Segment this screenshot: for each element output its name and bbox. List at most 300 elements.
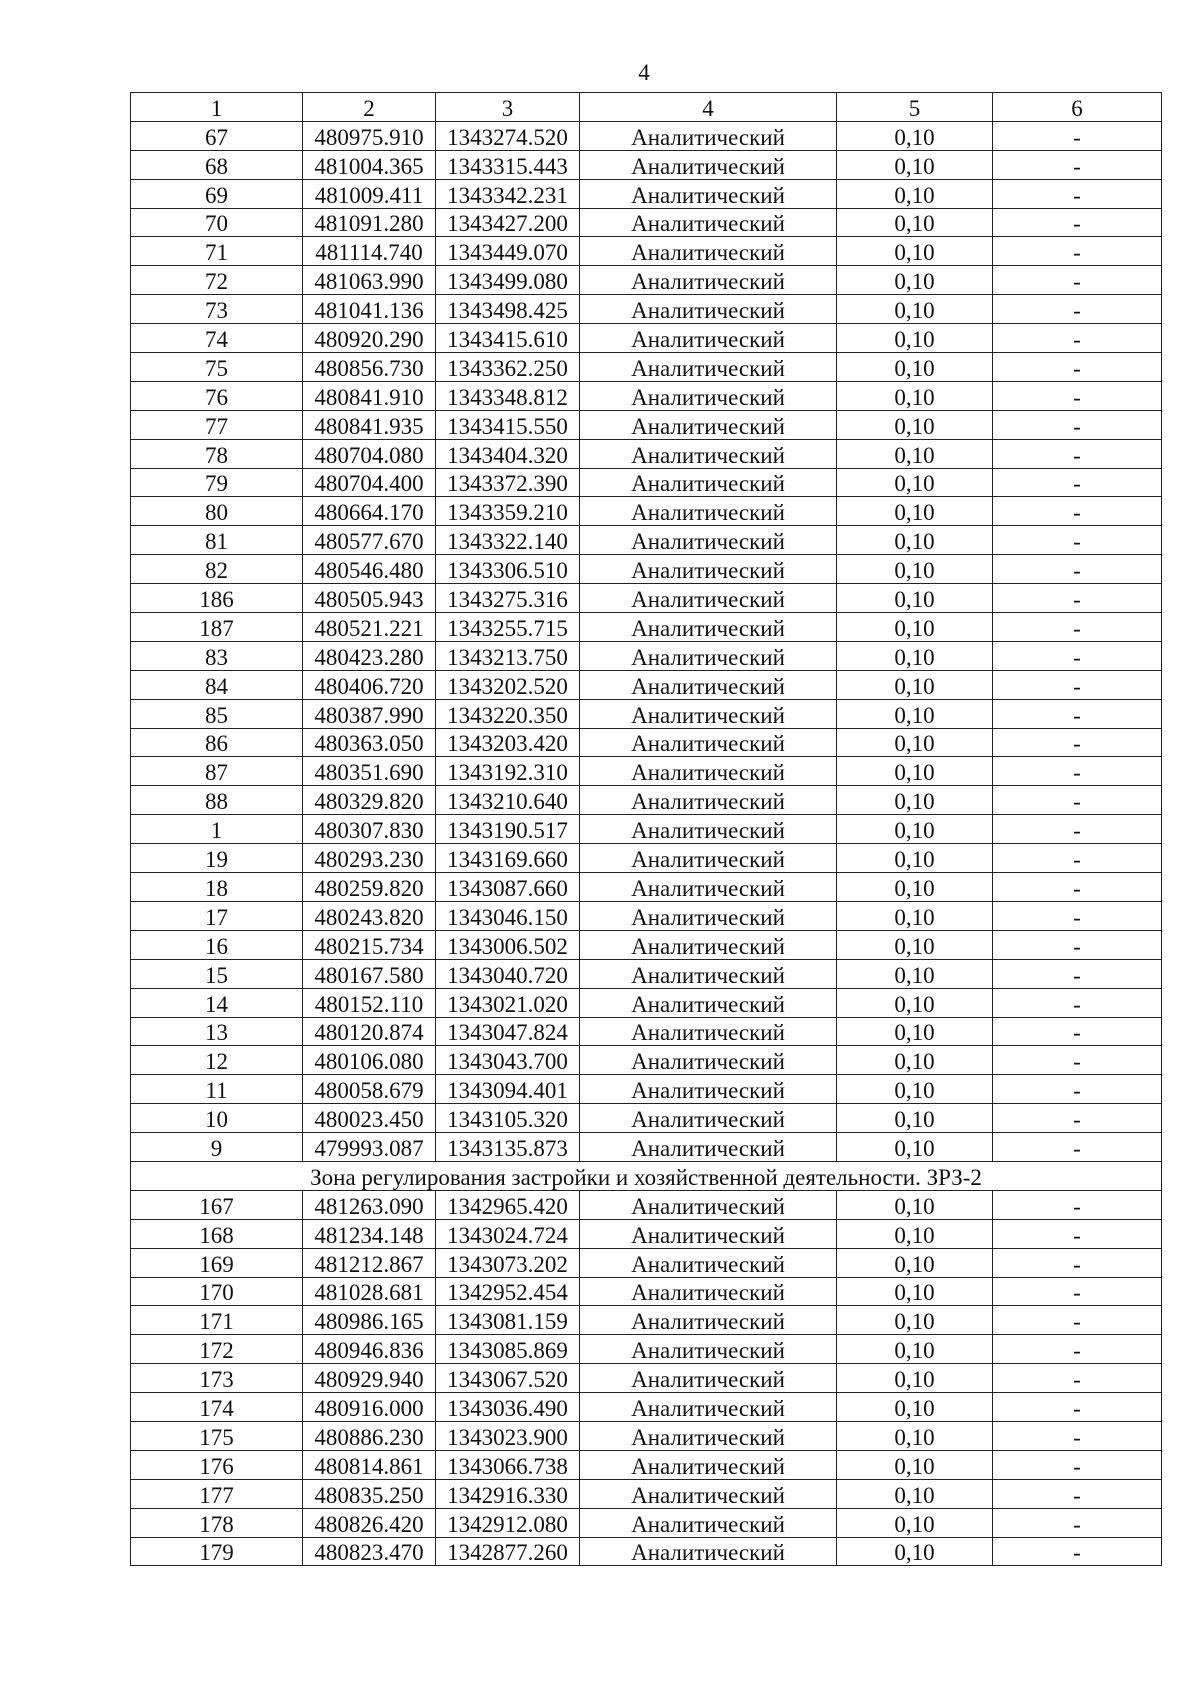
accuracy-cell: 0,10: [837, 324, 993, 353]
x-coordinate-cell: 480826.420: [303, 1508, 436, 1537]
accuracy-cell: 0,10: [837, 757, 993, 786]
note-cell: -: [993, 1104, 1162, 1133]
note-cell: -: [993, 324, 1162, 353]
point-number-cell: 177: [131, 1479, 303, 1508]
y-coordinate-cell: 1342916.330: [436, 1479, 580, 1508]
method-cell: Аналитический: [580, 1190, 837, 1219]
x-coordinate-cell: 480387.990: [303, 699, 436, 728]
x-coordinate-cell: 480351.690: [303, 757, 436, 786]
x-coordinate-cell: 480856.730: [303, 353, 436, 382]
note-cell: -: [993, 757, 1162, 786]
accuracy-cell: 0,10: [837, 526, 993, 555]
table-row: [131, 1017, 1162, 1046]
page-number: 4: [638, 60, 650, 85]
accuracy-cell: 0,10: [837, 1393, 993, 1422]
note-cell: -: [993, 1017, 1162, 1046]
table-row: [131, 988, 1162, 1017]
table-row: [131, 468, 1162, 497]
accuracy-cell: 0,10: [837, 150, 993, 179]
table-row: [131, 699, 1162, 728]
method-cell: Аналитический: [580, 526, 837, 555]
accuracy-cell: 0,10: [837, 121, 993, 150]
point-number-cell: 87: [131, 757, 303, 786]
note-cell: -: [993, 150, 1162, 179]
point-number-cell: 67: [131, 121, 303, 150]
table-row: [131, 1393, 1162, 1422]
x-coordinate-cell: 480835.250: [303, 1479, 436, 1508]
y-coordinate-cell: 1343040.720: [436, 959, 580, 988]
table-row: [131, 208, 1162, 237]
y-coordinate-cell: 1343415.610: [436, 324, 580, 353]
y-coordinate-cell: 1342965.420: [436, 1190, 580, 1219]
accuracy-cell: 0,10: [837, 555, 993, 584]
method-cell: Аналитический: [580, 381, 837, 410]
method-cell: Аналитический: [580, 121, 837, 150]
table-row: [131, 1190, 1162, 1219]
y-coordinate-cell: 1343169.660: [436, 844, 580, 873]
y-coordinate-cell: 1343006.502: [436, 930, 580, 959]
accuracy-cell: 0,10: [837, 1450, 993, 1479]
y-coordinate-cell: 1343322.140: [436, 526, 580, 555]
method-cell: Аналитический: [580, 1046, 837, 1075]
y-coordinate-cell: 1343135.873: [436, 1133, 580, 1162]
table-row: [131, 1219, 1162, 1248]
y-coordinate-cell: 1343213.750: [436, 641, 580, 670]
point-number-cell: 12: [131, 1046, 303, 1075]
table-row: [131, 901, 1162, 930]
accuracy-cell: 0,10: [837, 786, 993, 815]
note-cell: -: [993, 728, 1162, 757]
table-row: [131, 237, 1162, 266]
x-coordinate-cell: 481091.280: [303, 208, 436, 237]
x-coordinate-cell: 481004.365: [303, 150, 436, 179]
point-number-cell: 167: [131, 1190, 303, 1219]
accuracy-cell: 0,10: [837, 584, 993, 613]
y-coordinate-cell: 1343449.070: [436, 237, 580, 266]
method-cell: Аналитический: [580, 237, 837, 266]
y-coordinate-cell: 1343499.080: [436, 266, 580, 295]
accuracy-cell: 0,10: [837, 1190, 993, 1219]
x-coordinate-cell: 480916.000: [303, 1393, 436, 1422]
point-number-cell: 1: [131, 815, 303, 844]
method-cell: Аналитический: [580, 641, 837, 670]
table-row: [131, 670, 1162, 699]
y-coordinate-cell: 1343043.700: [436, 1046, 580, 1075]
point-number-cell: 80: [131, 497, 303, 526]
y-coordinate-cell: 1343046.150: [436, 901, 580, 930]
x-coordinate-cell: 480841.910: [303, 381, 436, 410]
x-coordinate-cell: 480120.874: [303, 1017, 436, 1046]
point-number-cell: 9: [131, 1133, 303, 1162]
x-coordinate-cell: 481234.148: [303, 1219, 436, 1248]
method-cell: Аналитический: [580, 497, 837, 526]
x-coordinate-cell: 480946.836: [303, 1335, 436, 1364]
method-cell: Аналитический: [580, 1479, 837, 1508]
method-cell: Аналитический: [580, 410, 837, 439]
method-cell: Аналитический: [580, 1393, 837, 1422]
method-cell: Аналитический: [580, 670, 837, 699]
x-coordinate-cell: 480293.230: [303, 844, 436, 873]
method-cell: Аналитический: [580, 179, 837, 208]
method-cell: Аналитический: [580, 728, 837, 757]
x-coordinate-cell: 479993.087: [303, 1133, 436, 1162]
table-row: [131, 1450, 1162, 1479]
accuracy-cell: 0,10: [837, 237, 993, 266]
zone-title: Зона регулирования застройки и хозяйственной деятельности. ЗРЗ-2: [131, 1161, 1162, 1190]
note-cell: -: [993, 1075, 1162, 1104]
method-cell: Аналитический: [580, 844, 837, 873]
point-number-cell: 168: [131, 1219, 303, 1248]
accuracy-cell: 0,10: [837, 1508, 993, 1537]
table-row: [131, 584, 1162, 613]
table-row: [131, 815, 1162, 844]
note-cell: -: [993, 1393, 1162, 1422]
x-coordinate-cell: 480886.230: [303, 1421, 436, 1450]
coordinates-table-body: [131, 93, 1162, 1566]
table-row: [131, 150, 1162, 179]
point-number-cell: 19: [131, 844, 303, 873]
point-number-cell: 10: [131, 1104, 303, 1133]
point-number-cell: 73: [131, 295, 303, 324]
point-number-cell: 17: [131, 901, 303, 930]
note-cell: -: [993, 959, 1162, 988]
x-coordinate-cell: 480704.080: [303, 439, 436, 468]
point-number-cell: 72: [131, 266, 303, 295]
table-row: [131, 1277, 1162, 1306]
accuracy-cell: 0,10: [837, 901, 993, 930]
accuracy-cell: 0,10: [837, 1306, 993, 1335]
y-coordinate-cell: 1343415.550: [436, 410, 580, 439]
accuracy-cell: 0,10: [837, 699, 993, 728]
note-cell: -: [993, 1421, 1162, 1450]
note-cell: -: [993, 584, 1162, 613]
point-number-cell: 74: [131, 324, 303, 353]
x-coordinate-cell: 480521.221: [303, 613, 436, 642]
x-coordinate-cell: 480841.935: [303, 410, 436, 439]
method-cell: Аналитический: [580, 1537, 837, 1566]
table-row: [131, 1479, 1162, 1508]
y-coordinate-cell: 1343067.520: [436, 1364, 580, 1393]
y-coordinate-cell: 1343087.660: [436, 873, 580, 902]
note-cell: -: [993, 353, 1162, 382]
accuracy-cell: 0,10: [837, 613, 993, 642]
accuracy-cell: 0,10: [837, 468, 993, 497]
note-cell: -: [993, 873, 1162, 902]
table-row: [131, 324, 1162, 353]
point-number-cell: 77: [131, 410, 303, 439]
note-cell: -: [993, 266, 1162, 295]
method-cell: Аналитический: [580, 439, 837, 468]
point-number-cell: 179: [131, 1537, 303, 1566]
table-row: [131, 1421, 1162, 1450]
accuracy-cell: 0,10: [837, 959, 993, 988]
table-row: [131, 1046, 1162, 1075]
note-cell: -: [993, 1364, 1162, 1393]
method-cell: Аналитический: [580, 1133, 837, 1162]
point-number-cell: 71: [131, 237, 303, 266]
method-cell: Аналитический: [580, 1421, 837, 1450]
accuracy-cell: 0,10: [837, 410, 993, 439]
x-coordinate-cell: 480704.400: [303, 468, 436, 497]
x-coordinate-cell: 481114.740: [303, 237, 436, 266]
method-cell: Аналитический: [580, 208, 837, 237]
y-coordinate-cell: 1343359.210: [436, 497, 580, 526]
point-number-cell: 172: [131, 1335, 303, 1364]
y-coordinate-cell: 1343342.231: [436, 179, 580, 208]
table-row: [131, 1335, 1162, 1364]
accuracy-cell: 0,10: [837, 1075, 993, 1104]
note-cell: -: [993, 179, 1162, 208]
note-cell: -: [993, 1450, 1162, 1479]
method-cell: Аналитический: [580, 1364, 837, 1393]
y-coordinate-cell: 1343348.812: [436, 381, 580, 410]
method-cell: Аналитический: [580, 988, 837, 1017]
method-cell: Аналитический: [580, 757, 837, 786]
header-cell-3: 3: [436, 93, 580, 122]
accuracy-cell: 0,10: [837, 179, 993, 208]
accuracy-cell: 0,10: [837, 381, 993, 410]
table-row: [131, 179, 1162, 208]
note-cell: -: [993, 1537, 1162, 1566]
note-cell: -: [993, 1046, 1162, 1075]
table-row: [131, 930, 1162, 959]
x-coordinate-cell: 480152.110: [303, 988, 436, 1017]
table-row: [131, 786, 1162, 815]
x-coordinate-cell: 480307.830: [303, 815, 436, 844]
note-cell: -: [993, 815, 1162, 844]
x-coordinate-cell: 480975.910: [303, 121, 436, 150]
y-coordinate-cell: 1343192.310: [436, 757, 580, 786]
method-cell: Аналитический: [580, 468, 837, 497]
y-coordinate-cell: 1343404.320: [436, 439, 580, 468]
note-cell: -: [993, 1479, 1162, 1508]
x-coordinate-cell: 480058.679: [303, 1075, 436, 1104]
point-number-cell: 70: [131, 208, 303, 237]
point-number-cell: 186: [131, 584, 303, 613]
note-cell: -: [993, 295, 1162, 324]
note-cell: -: [993, 497, 1162, 526]
y-coordinate-cell: 1343024.724: [436, 1219, 580, 1248]
method-cell: Аналитический: [580, 959, 837, 988]
accuracy-cell: 0,10: [837, 1479, 993, 1508]
method-cell: Аналитический: [580, 1104, 837, 1133]
accuracy-cell: 0,10: [837, 873, 993, 902]
method-cell: Аналитический: [580, 295, 837, 324]
x-coordinate-cell: 480406.720: [303, 670, 436, 699]
note-cell: -: [993, 786, 1162, 815]
table-row: [131, 555, 1162, 584]
method-cell: Аналитический: [580, 1248, 837, 1277]
table-row: [131, 1537, 1162, 1566]
accuracy-cell: 0,10: [837, 988, 993, 1017]
y-coordinate-cell: 1343202.520: [436, 670, 580, 699]
x-coordinate-cell: 480023.450: [303, 1104, 436, 1133]
point-number-cell: 14: [131, 988, 303, 1017]
point-number-cell: 79: [131, 468, 303, 497]
y-coordinate-cell: 1343498.425: [436, 295, 580, 324]
point-number-cell: 11: [131, 1075, 303, 1104]
accuracy-cell: 0,10: [837, 1537, 993, 1566]
note-cell: -: [993, 410, 1162, 439]
accuracy-cell: 0,10: [837, 295, 993, 324]
point-number-cell: 18: [131, 873, 303, 902]
point-number-cell: 84: [131, 670, 303, 699]
note-cell: -: [993, 670, 1162, 699]
note-cell: -: [993, 526, 1162, 555]
method-cell: Аналитический: [580, 1335, 837, 1364]
method-cell: Аналитический: [580, 873, 837, 902]
point-number-cell: 78: [131, 439, 303, 468]
x-coordinate-cell: 481009.411: [303, 179, 436, 208]
method-cell: Аналитический: [580, 150, 837, 179]
method-cell: Аналитический: [580, 1450, 837, 1479]
table-row: [131, 1075, 1162, 1104]
accuracy-cell: 0,10: [837, 1017, 993, 1046]
accuracy-cell: 0,10: [837, 1046, 993, 1075]
x-coordinate-cell: 481263.090: [303, 1190, 436, 1219]
note-cell: -: [993, 1306, 1162, 1335]
table-row: [131, 757, 1162, 786]
accuracy-cell: 0,10: [837, 670, 993, 699]
point-number-cell: 75: [131, 353, 303, 382]
method-cell: Аналитический: [580, 266, 837, 295]
method-cell: Аналитический: [580, 1075, 837, 1104]
point-number-cell: 88: [131, 786, 303, 815]
method-cell: Аналитический: [580, 555, 837, 584]
table-row: [131, 439, 1162, 468]
accuracy-cell: 0,10: [837, 497, 993, 526]
header-cell-1: 1: [131, 93, 303, 122]
note-cell: -: [993, 1508, 1162, 1537]
accuracy-cell: 0,10: [837, 1219, 993, 1248]
method-cell: Аналитический: [580, 1219, 837, 1248]
note-cell: -: [993, 555, 1162, 584]
y-coordinate-cell: 1343066.738: [436, 1450, 580, 1479]
header-cell-5: 5: [837, 93, 993, 122]
accuracy-cell: 0,10: [837, 1335, 993, 1364]
y-coordinate-cell: 1343427.200: [436, 208, 580, 237]
table-row: [131, 959, 1162, 988]
table-row: [131, 1133, 1162, 1162]
y-coordinate-cell: 1343274.520: [436, 121, 580, 150]
x-coordinate-cell: 480505.943: [303, 584, 436, 613]
table-row: [131, 410, 1162, 439]
table-row: [131, 613, 1162, 642]
x-coordinate-cell: 480814.861: [303, 1450, 436, 1479]
y-coordinate-cell: 1343081.159: [436, 1306, 580, 1335]
point-number-cell: 178: [131, 1508, 303, 1537]
accuracy-cell: 0,10: [837, 1421, 993, 1450]
y-coordinate-cell: 1342952.454: [436, 1277, 580, 1306]
point-number-cell: 171: [131, 1306, 303, 1335]
point-number-cell: 83: [131, 641, 303, 670]
method-cell: Аналитический: [580, 1017, 837, 1046]
y-coordinate-cell: 1343255.715: [436, 613, 580, 642]
point-number-cell: 176: [131, 1450, 303, 1479]
note-cell: -: [993, 613, 1162, 642]
accuracy-cell: 0,10: [837, 439, 993, 468]
y-coordinate-cell: 1343203.420: [436, 728, 580, 757]
accuracy-cell: 0,10: [837, 728, 993, 757]
point-number-cell: 76: [131, 381, 303, 410]
note-cell: -: [993, 1277, 1162, 1306]
table-row: [131, 844, 1162, 873]
note-cell: -: [993, 1335, 1162, 1364]
x-coordinate-cell: 480423.280: [303, 641, 436, 670]
x-coordinate-cell: 481063.990: [303, 266, 436, 295]
x-coordinate-cell: 480546.480: [303, 555, 436, 584]
x-coordinate-cell: 480577.670: [303, 526, 436, 555]
x-coordinate-cell: 480929.940: [303, 1364, 436, 1393]
y-coordinate-cell: 1343372.390: [436, 468, 580, 497]
note-cell: -: [993, 237, 1162, 266]
table-row: [131, 1306, 1162, 1335]
table-row: [131, 266, 1162, 295]
coordinates-table: [130, 92, 1162, 1566]
note-cell: -: [993, 1133, 1162, 1162]
header-cell-4: 4: [580, 93, 837, 122]
note-cell: -: [993, 901, 1162, 930]
x-coordinate-cell: 480920.290: [303, 324, 436, 353]
method-cell: Аналитический: [580, 699, 837, 728]
note-cell: -: [993, 699, 1162, 728]
accuracy-cell: 0,10: [837, 1364, 993, 1393]
accuracy-cell: 0,10: [837, 844, 993, 873]
table-row: [131, 295, 1162, 324]
table-row: [131, 641, 1162, 670]
point-number-cell: 68: [131, 150, 303, 179]
note-cell: -: [993, 1190, 1162, 1219]
note-cell: -: [993, 439, 1162, 468]
y-coordinate-cell: 1343220.350: [436, 699, 580, 728]
x-coordinate-cell: 480106.080: [303, 1046, 436, 1075]
x-coordinate-cell: 481212.867: [303, 1248, 436, 1277]
y-coordinate-cell: 1343036.490: [436, 1393, 580, 1422]
accuracy-cell: 0,10: [837, 1104, 993, 1133]
method-cell: Аналитический: [580, 786, 837, 815]
y-coordinate-cell: 1343085.869: [436, 1335, 580, 1364]
y-coordinate-cell: 1343210.640: [436, 786, 580, 815]
point-number-cell: 13: [131, 1017, 303, 1046]
x-coordinate-cell: 480823.470: [303, 1537, 436, 1566]
table-row: [131, 1364, 1162, 1393]
note-cell: -: [993, 988, 1162, 1017]
x-coordinate-cell: 480167.580: [303, 959, 436, 988]
x-coordinate-cell: 481028.681: [303, 1277, 436, 1306]
note-cell: -: [993, 844, 1162, 873]
method-cell: Аналитический: [580, 613, 837, 642]
point-number-cell: 82: [131, 555, 303, 584]
note-cell: -: [993, 208, 1162, 237]
accuracy-cell: 0,10: [837, 1277, 993, 1306]
table-row: [131, 728, 1162, 757]
y-coordinate-cell: 1343275.316: [436, 584, 580, 613]
note-cell: -: [993, 930, 1162, 959]
y-coordinate-cell: 1342912.080: [436, 1508, 580, 1537]
accuracy-cell: 0,10: [837, 1248, 993, 1277]
point-number-cell: 81: [131, 526, 303, 555]
accuracy-cell: 0,10: [837, 1133, 993, 1162]
method-cell: Аналитический: [580, 353, 837, 382]
table-row: [131, 1248, 1162, 1277]
header-cell-6: 6: [993, 93, 1162, 122]
y-coordinate-cell: 1343362.250: [436, 353, 580, 382]
y-coordinate-cell: 1343315.443: [436, 150, 580, 179]
y-coordinate-cell: 1342877.260: [436, 1537, 580, 1566]
point-number-cell: 69: [131, 179, 303, 208]
method-cell: Аналитический: [580, 324, 837, 353]
method-cell: Аналитический: [580, 1277, 837, 1306]
